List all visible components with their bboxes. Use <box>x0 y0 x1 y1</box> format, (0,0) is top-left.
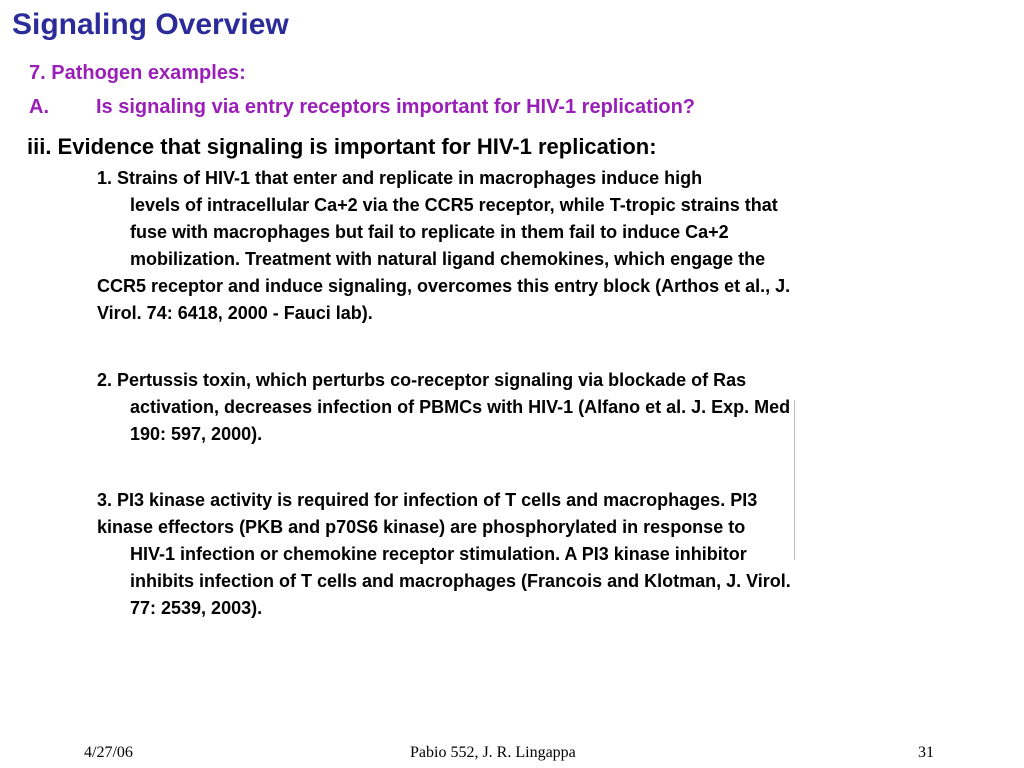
point-3-line-5: 77: 2539, 2003). <box>130 598 263 618</box>
point-1-line-6: Virol. 74: 6418, 2000 - Fauci lab). <box>97 303 373 323</box>
point-1-line-1: 1. Strains of HIV-1 that enter and replicate in macrophages induce high <box>97 168 703 188</box>
point-1-line-5: CCR5 receptor and induce signaling, overcomes this entry block (Arthos et al., J. <box>97 276 791 296</box>
point-3-line-3: HIV-1 infection or chemokine receptor stimulation. A PI3 kinase inhibitor <box>130 544 747 564</box>
point-2-line-2: activation, decreases infection of PBMCs with HIV-1 (Alfano et al. J. Exp. Med <box>130 397 791 417</box>
footer-course: Pabio 552, J. R. Lingappa <box>410 744 576 761</box>
point-3-line-1: 3. PI3 kinase activity is required for infection of T cells and macrophages. PI3 <box>97 490 758 510</box>
section-heading: 7. Pathogen examples: <box>29 62 246 84</box>
divider-line <box>794 400 795 560</box>
footer-date: 4/27/06 <box>84 744 133 761</box>
point-3-line-4: inhibits infection of T cells and macrophages (Francois and Klotman, J. Virol. <box>130 571 791 591</box>
footer-page-number: 31 <box>918 744 934 761</box>
point-1-line-2: levels of intracellular Ca+2 via the CCR5 receptor, while T-tropic strains that <box>130 195 778 215</box>
point-1-line-3: fuse with macrophages but fail to replicate in them fail to induce Ca+2 <box>130 222 729 242</box>
point-2-line-3: 190: 597, 2000). <box>130 424 263 444</box>
point-3-line-2: kinase effectors (PKB and p70S6 kinase) are phosphorylated in response to <box>97 517 746 537</box>
point-1-line-4: mobilization. Treatment with natural ligand chemokines, which engage the <box>130 249 766 269</box>
point-2-line-1: 2. Pertussis toxin, which perturbs co-receptor signaling via blockade of Ras <box>97 370 747 390</box>
evidence-subheading: iii. Evidence that signaling is important for HIV-1 replication: <box>27 134 657 159</box>
question-text: Is signaling via entry receptors important for HIV-1 replication? <box>96 96 696 118</box>
slide-title: Signaling Overview <box>12 8 289 41</box>
question-letter: A. <box>29 96 49 118</box>
